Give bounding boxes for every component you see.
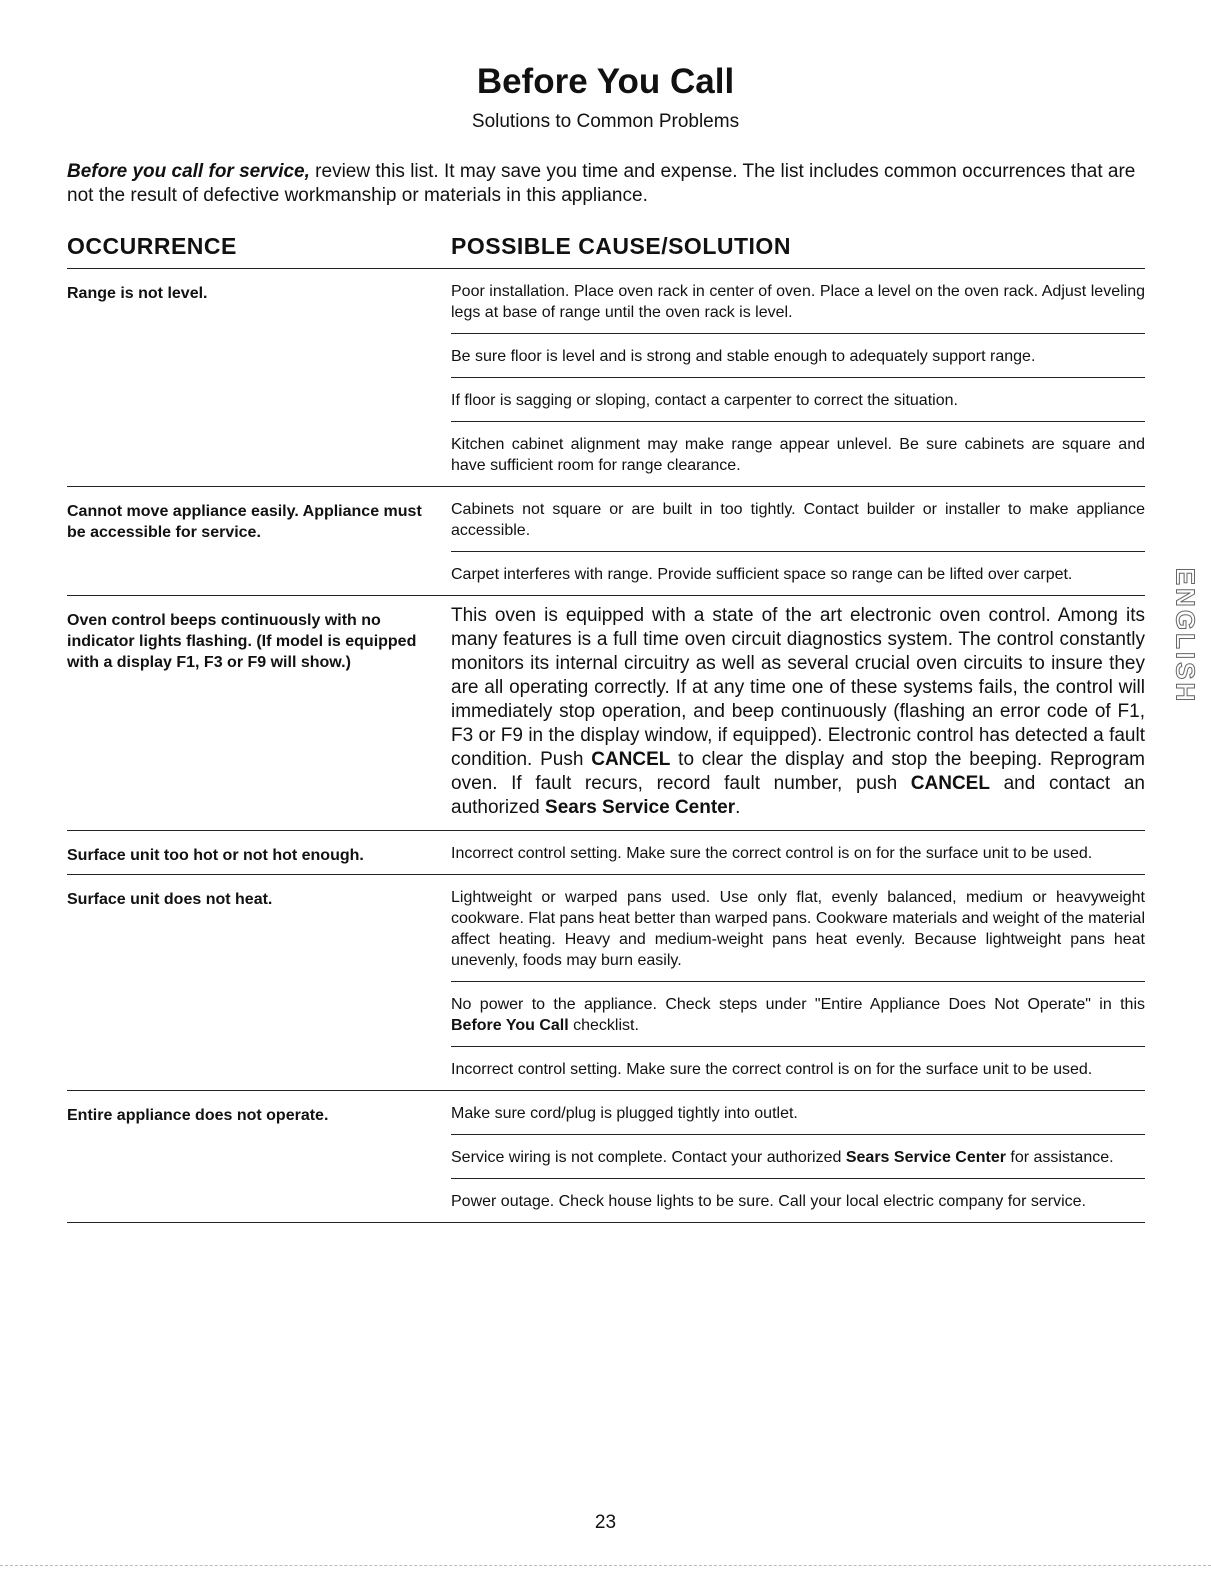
solution-text: Carpet interferes with range. Provide sufficient space so range can be lifted over carpet. [451,566,1073,583]
solution-item [451,421,1145,486]
solution-item [451,269,1145,333]
solution-item [451,596,1145,830]
solution-text: for assistance. [1005,1149,1114,1166]
occurrence-cell: Cannot move appliance easily. Appliance must be accessible for service. [67,503,422,541]
page-bottom-divider [0,1565,1211,1566]
solution-item [451,377,1145,421]
solution-text: This oven is equipped with a state of the art electronic oven control. Among its many features is a full time oven circuit diagnostics system. The control constantly monitors its internal circuitry as well as several crucial oven circuits to insure they are all operating correctly. If at any time one of these systems fails, the control will immediately stop operation, and beep continuously (flashing an error code of F1, F3 or F9 in the display window, if equipped). Electronic control has detected a fault condition. Push [451,605,1145,770]
solution-item [451,875,1145,981]
solution-text: Incorrect control setting. Make sure the correct control is on for the surface unit to be used. [451,1061,1093,1078]
solution-item [451,1178,1145,1222]
solution-list [451,487,1145,595]
emphasis-text: Before You Call [451,1017,569,1034]
solution-text: Kitchen cabinet alignment may make range appear unlevel. Be sure cabinets are square and have sufficient room for range clearance. [451,436,1145,474]
solution-item [451,551,1145,595]
emphasis-text: Sears Service Center [845,1149,1006,1166]
solution-list [451,1091,1145,1222]
table-row [67,269,1145,487]
language-side-tab [1170,566,1200,706]
occurrence-cell: Entire appliance does not operate. [67,1107,329,1124]
solution-text: Service wiring is not complete. Contact your authorized [451,1149,846,1166]
solution-text: Make sure cord/plug is plugged tightly into outlet. [451,1105,798,1122]
solution-item [451,1134,1145,1178]
solution-text: If floor is sagging or sloping, contact a carpenter to correct the situation. [451,392,958,409]
table-row [67,831,1145,875]
solution-text: No power to the appliance. Check steps under "Entire Appliance Does Not Operate" in this [451,996,1145,1013]
emphasis-text: Sears Service Center [545,797,736,818]
troubleshooting-table [67,269,1145,1223]
intro-text: review this list. It may save you time and expense. The list includes common occurrences that are not the result of defective workmanship or materials in this appliance. [67,161,1136,206]
solution-item [451,333,1145,377]
occurrence-cell: Range is not level. [67,285,208,302]
solution-item [451,981,1145,1046]
table-row [67,875,1145,1091]
solution-text: Incorrect control setting. Make sure the correct control is on for the surface unit to be used. [451,845,1093,862]
page-title: Before You Call [476,62,735,101]
solution-item [451,487,1145,551]
solution-item [451,1046,1145,1090]
solution-text: Poor installation. Place oven rack in center of oven. Place a level on the oven rack. Adjust leveling legs at base of range until the oven rack is level. [451,283,1145,321]
solution-column-header: POSSIBLE CAUSE/SOLUTION [451,233,791,259]
occurrence-cell: Surface unit too hot or not hot enough. [67,847,364,864]
page-number: 23 [594,1512,617,1533]
occurrence-cell: Surface unit does not heat. [67,891,273,908]
emphasis-text: CANCEL [591,749,671,770]
solution-text: Power outage. Check house lights to be sure. Call your local electric company for service. [451,1193,1086,1210]
solution-text: Be sure floor is level and is strong and stable enough to adequately support range. [451,348,1036,365]
table-row [67,596,1145,831]
table-row [67,1091,1145,1223]
solution-list [451,875,1145,1090]
intro-paragraph [67,160,1147,208]
intro-lead: Before you call for service, [67,161,310,182]
solution-text: . [735,797,741,818]
solution-text: Cabinets not square or are built in too tightly. Contact builder or installer to make appliance accessible. [451,501,1145,539]
solution-list [451,596,1145,830]
page-subtitle: Solutions to Common Problems [471,111,740,132]
language-tab-label: ENGLISH [1170,567,1201,705]
solution-text: checklist. [568,1017,639,1034]
solution-item [451,831,1145,874]
occurrence-column-header: OCCURRENCE [67,233,237,259]
solution-text: Lightweight or warped pans used. Use only flat, evenly balanced, medium or heavyweight cookware. Flat pans heat better than warped pans. Cookware materials and weight of the material affect heating. Heavy and medium-weight pans heat evenly. Because lightweight pans heat unevenly, foods may burn easily. [451,889,1145,969]
solution-list [451,269,1145,486]
emphasis-text: CANCEL [910,773,990,794]
solution-list [451,831,1145,874]
solution-item [451,1091,1145,1134]
table-row [67,487,1145,596]
solution-text: to clear the display and stop the beeping. Reprogram oven. If fault recurs, record fault number, push [451,749,1145,794]
solution-text: and contact an authorized [451,773,1145,818]
occurrence-cell: Oven control beeps continuously with no indicator lights flashing. (If model is equipped with a display F1, F3 or F9 will show.) [67,612,417,671]
